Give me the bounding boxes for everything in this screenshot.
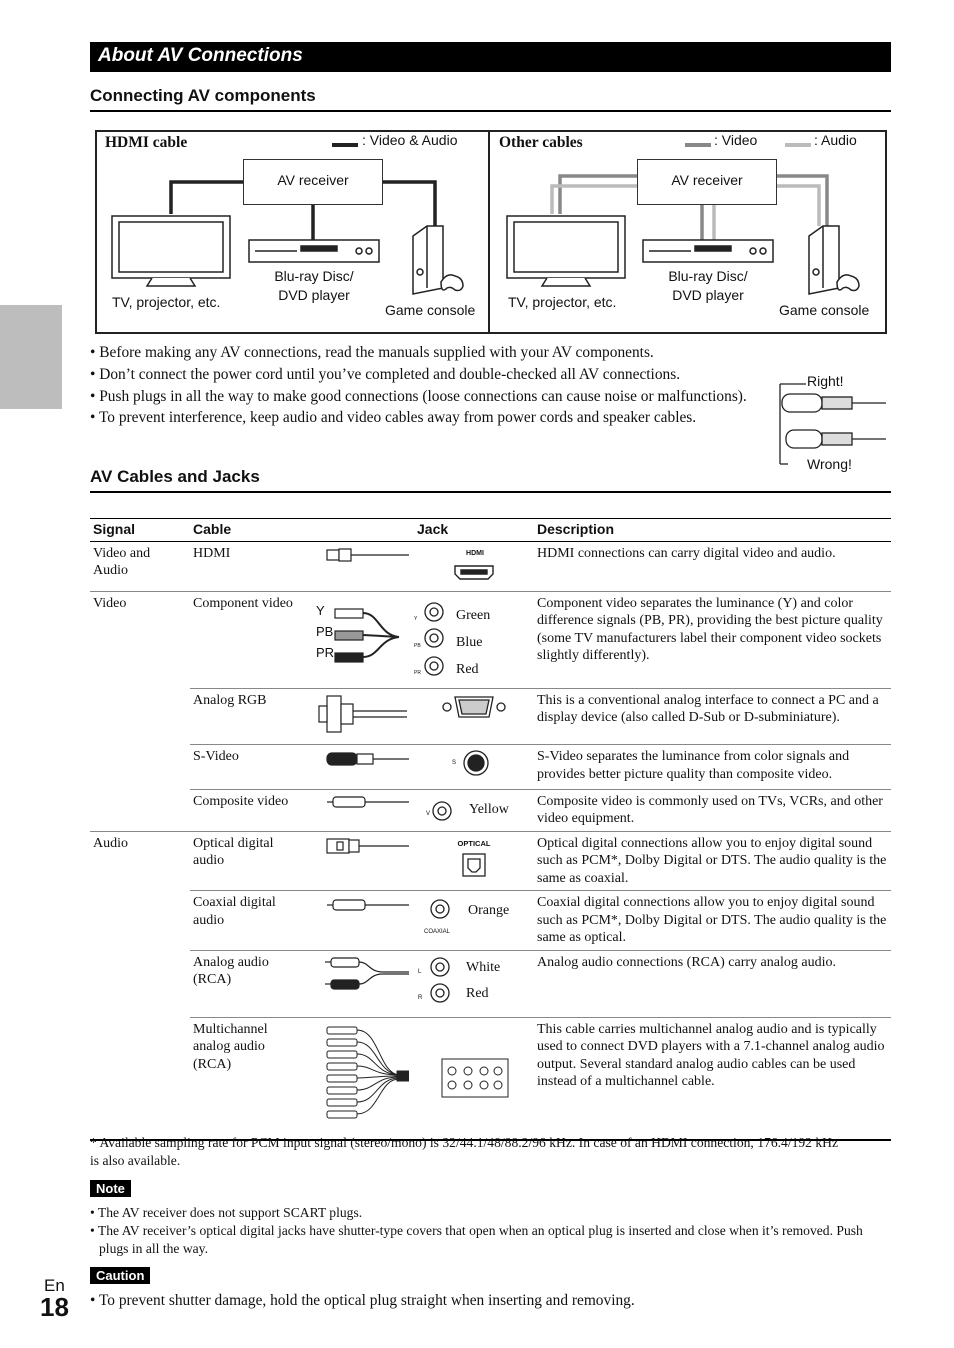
cell-description: Coaxial digital connections allow you to enjoy digital sound such as PCM*, Dolby Digital or DTS. The audio quality is the same as optical.: [534, 891, 891, 951]
header-signal: Signal: [90, 519, 190, 542]
note-item: • The AV receiver does not support SCART plugs.: [90, 1205, 363, 1220]
analog-jack-icons: [426, 953, 456, 1009]
player-icon: [249, 240, 379, 262]
svideo-jack-icon: [414, 745, 534, 790]
connection-diagram: [95, 130, 887, 334]
pcm-footnote: * Available sampling rate for PCM input signal (stereo/mono) is 32/44.1/48/88.2/96 kHz. In case of an HDMI connection, 176.4/192 kHz is also available.: [90, 1135, 839, 1168]
component-jack-icons: [420, 600, 444, 686]
av-receiver-box: [243, 159, 383, 205]
multichannel-plug-icon: [306, 1017, 414, 1140]
caution-text: • To prevent shutter damage, hold the optical plug straight when inserting and removing.: [90, 1292, 635, 1309]
cell-cable: Composite video: [190, 789, 306, 831]
plug-wrong-label: Wrong!: [807, 456, 852, 472]
optical-jack-icon: [459, 852, 489, 878]
cell-cable: HDMI: [193, 545, 231, 561]
console-label-2: Game console: [779, 302, 870, 318]
hdmi-cable-tv: [171, 182, 243, 214]
cell-description: HDMI connections can carry digital video and audio.: [537, 545, 836, 561]
cell-signal: Video and Audio: [93, 545, 151, 578]
cell-cable: S-Video: [190, 745, 306, 790]
hdmi-diagram-title: HDMI cable: [105, 134, 188, 151]
cell-cable: Component video: [190, 591, 306, 688]
caution-badge: Caution: [90, 1267, 150, 1284]
rgb-plug-icon: [306, 688, 414, 745]
analog-audio-plug-icon: [306, 950, 414, 1017]
component-plug-icon: [306, 591, 414, 688]
console-label: Game console: [385, 302, 476, 318]
tip-item: • Push plugs in all the way to make good connections (loose connections can cause noise or malfunctions).: [90, 387, 747, 405]
rgb-jack-icon: [414, 688, 534, 745]
header-jack: Jack: [414, 519, 534, 542]
table-header: [90, 519, 891, 542]
coaxial-jack: [414, 891, 534, 951]
page-number: 18: [40, 1292, 69, 1322]
player-label: Blu-ray Disc/ DVD player: [274, 268, 354, 303]
optical-jack-label: OPTICAL: [457, 838, 491, 848]
component-jacks: [414, 591, 534, 688]
table-row: [90, 541, 891, 591]
cell-cable: Coaxial digital audio: [190, 891, 306, 951]
hdmi-jack-label: HDMI: [466, 549, 484, 557]
header-description: Description: [534, 519, 891, 542]
composite-jack-mark: V: [426, 810, 431, 817]
cell-cable: Multichannel analog audio (RCA): [190, 1017, 306, 1140]
av-receiver-label: AV receiver: [277, 172, 349, 188]
svideo-plug-icon: [306, 745, 414, 790]
table-row: [90, 688, 891, 745]
table-row: [90, 789, 891, 831]
heading-rule: [90, 110, 891, 112]
coaxial-jack-color: Orange: [468, 903, 510, 918]
cell-signal: Audio: [90, 831, 190, 891]
component-jack-marks: Y PB PR: [414, 615, 421, 676]
section-title-bar: [90, 42, 891, 72]
table-row: [90, 891, 891, 951]
cell-description: This is a conventional analog interface to connect a PC and a display device (also called D-Sub or D-subminiature).: [534, 688, 891, 745]
composite-plug-icon: [306, 789, 414, 831]
cell-cable: Analog RGB: [190, 688, 306, 745]
player-label-2: Blu-ray Disc/ DVD player: [668, 268, 748, 303]
table-row: [90, 745, 891, 790]
section-side-tab: [0, 305, 62, 409]
optical-jack: [414, 831, 534, 891]
cell-description: Composite video is commonly used on TVs, VCRs, and other video equipment.: [534, 789, 891, 831]
table-row: [90, 950, 891, 1017]
table-row: [90, 831, 891, 891]
cell-signal: Video: [90, 591, 190, 688]
cell-cable: Optical digital audio: [190, 831, 306, 891]
heading-cables-rule: [90, 491, 891, 493]
composite-jack-icon: [430, 796, 460, 828]
av-receiver-label-2: AV receiver: [671, 172, 743, 188]
hdmi-jack-icon: [414, 541, 534, 591]
cables-jacks-table: [90, 518, 891, 1141]
analog-jack-colors: White Red: [466, 959, 501, 1001]
page-language: En: [44, 1276, 65, 1295]
plug-insertion-illustration: [776, 372, 896, 472]
notes-list: [90, 1204, 890, 1258]
optical-plug-icon: [306, 831, 414, 891]
analog-audio-jacks: [414, 950, 534, 1017]
coaxial-jack-icon: [428, 897, 458, 921]
composite-jack-color: Yellow: [469, 801, 509, 817]
tip-item: • Before making any AV connections, read the manuals supplied with your AV components.: [90, 344, 654, 361]
connection-tips: [90, 342, 770, 429]
cell-description: S-Video separates the luminance from color signals and provides better picture quality than composite video.: [534, 745, 891, 790]
other-diagram-title: Other cables: [499, 134, 583, 151]
tip-item: • To prevent interference, keep audio and video cables away from power cords and speaker cables.: [90, 409, 697, 427]
plug-right-label: Right!: [807, 373, 844, 389]
cell-description: This cable carries multichannel analog audio and is typically used to connect DVD players with a 7.1-channel analog audio output. Several standard analog audio cables can be used instead of a multichannel cable.: [534, 1017, 891, 1140]
cell-description: Analog audio connections (RCA) carry analog audio.: [534, 950, 891, 1017]
tv-label-2: TV, projector, etc.: [508, 294, 617, 310]
svideo-jack-mark: S: [452, 760, 457, 766]
table-row: [90, 1017, 891, 1140]
tv-icon: [112, 216, 230, 286]
component-jack-colors: Green Blue Red: [456, 607, 491, 677]
analog-jack-marks: L R: [418, 968, 423, 1001]
legend-video-audio: : Video & Audio: [362, 132, 458, 148]
note-item: • The AV receiver’s optical digital jacks have shutter-type covers that open when an optical plug is inserted and close when it’s removed. Push plugs in all the way.: [90, 1223, 863, 1256]
legend-video: : Video: [714, 132, 758, 148]
multichannel-jack-icon: [414, 1017, 534, 1140]
tv-label: TV, projector, etc.: [112, 294, 221, 310]
tip-item: • Don’t connect the power cord until you’ve completed and double-checked all AV connections.: [90, 365, 681, 383]
component-plug-marks: Y PB PR: [316, 602, 335, 660]
hdmi-plug-icon: [306, 541, 414, 591]
cell-description: Component video separates the luminance (Y) and color difference signals (PB, PR), providing the best picture quality (some TV manufacturers label their component video sockets slightly differently).: [534, 591, 891, 688]
cell-description: Optical digital connections allow you to enjoy digital sound such as PCM*, Dolby Digital or DTS. The audio quality is the same as coaxial.: [534, 831, 891, 891]
console-icon: [413, 226, 463, 294]
header-cable: Cable: [190, 519, 306, 542]
legend-audio: : Audio: [814, 132, 857, 148]
heading-cables: AV Cables and Jacks: [90, 467, 260, 486]
note-badge: Note: [90, 1180, 131, 1197]
av-receiver-box-2: [637, 159, 777, 205]
coaxial-plug-icon: [306, 891, 414, 951]
section-title: About AV Connections: [98, 45, 303, 66]
table-row: [90, 591, 891, 688]
cell-cable: Analog audio (RCA): [190, 950, 306, 1017]
composite-jack: [414, 789, 534, 831]
heading-connecting: Connecting AV components: [90, 86, 316, 105]
coaxial-jack-label: COAXIAL: [424, 929, 451, 935]
